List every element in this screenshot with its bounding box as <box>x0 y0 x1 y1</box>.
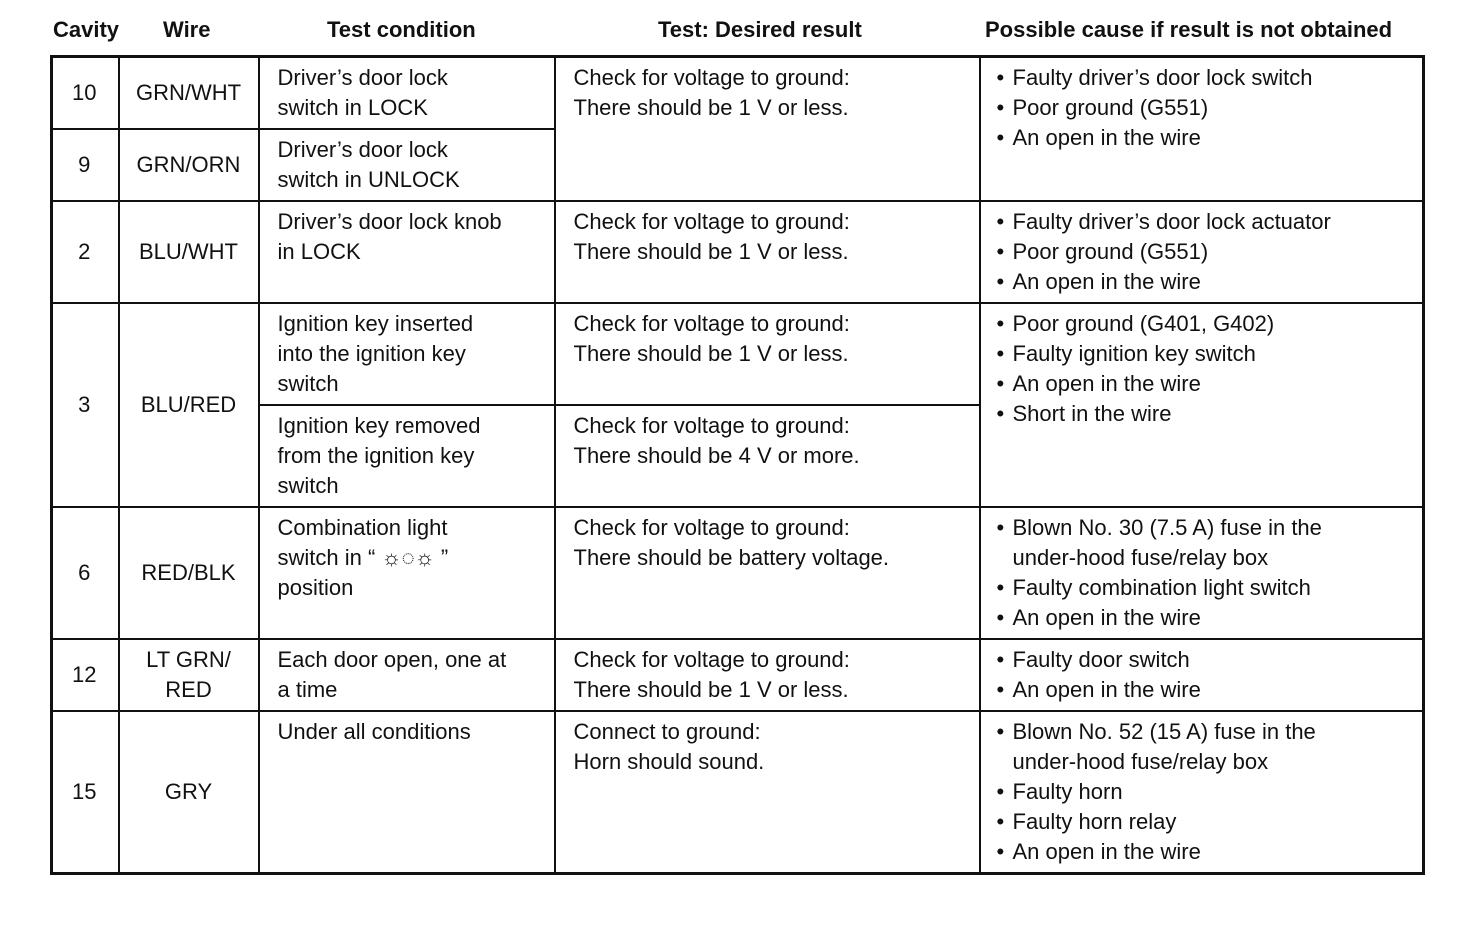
cause-item: • Faulty horn relay <box>997 807 1415 837</box>
desired-result-cell: Check for voltage to ground: There should be battery voltage. <box>555 507 980 639</box>
table-row <box>52 201 1424 303</box>
cause-item: • An open in the wire <box>997 603 1415 633</box>
cause-item: • Faulty combination light switch <box>997 573 1415 603</box>
possible-cause-cell <box>980 507 1424 639</box>
wire-cell: GRN/WHT <box>119 57 259 130</box>
wire-cell: GRN/ORN <box>119 129 259 201</box>
cavity-cell: 12 <box>52 639 119 711</box>
cause-item: • An open in the wire <box>997 837 1415 867</box>
test-condition-cell: Driver’s door lock knob in LOCK <box>259 201 555 303</box>
desired-result-cell: Connect to ground: Horn should sound. <box>555 711 980 874</box>
cavity-cell: 3 <box>52 303 119 507</box>
cause-list <box>997 309 1415 429</box>
cavity-cell: 9 <box>52 129 119 201</box>
table-row <box>52 57 1424 130</box>
possible-cause-cell <box>980 57 1424 202</box>
test-condition-cell: Driver’s door lock switch in LOCK <box>259 57 555 130</box>
cavity-cell: 15 <box>52 711 119 874</box>
cause-item: • Faulty door switch <box>997 645 1415 675</box>
wire-cell: GRY <box>119 711 259 874</box>
test-condition-cell: Each door open, one at a time <box>259 639 555 711</box>
test-condition-cell: Combination light switch in “ ☼◌☼ ” position <box>259 507 555 639</box>
cause-item: • An open in the wire <box>997 675 1415 705</box>
cavity-cell: 10 <box>52 57 119 130</box>
wire-cell: BLU/WHT <box>119 201 259 303</box>
wire-cell: BLU/RED <box>119 303 259 507</box>
cause-item: • Short in the wire <box>997 399 1415 429</box>
cause-list <box>997 717 1415 867</box>
table-row <box>52 507 1424 639</box>
cause-list <box>997 513 1415 633</box>
possible-cause-cell <box>980 711 1424 874</box>
cause-item: • An open in the wire <box>997 267 1415 297</box>
cause-item: • Poor ground (G401, G402) <box>997 309 1415 339</box>
header-cavity: Cavity <box>53 17 120 42</box>
table-row <box>52 639 1424 711</box>
header-wire: Wire <box>163 17 211 42</box>
desired-result-cell: Check for voltage to ground: There should be 1 V or less. <box>555 303 980 405</box>
test-condition-cell: Under all conditions <box>259 711 555 874</box>
table-row <box>52 711 1424 874</box>
desired-result-cell: Check for voltage to ground: There should be 4 V or more. <box>555 405 980 507</box>
cause-item: • An open in the wire <box>997 123 1415 153</box>
cavity-cell: 2 <box>52 201 119 303</box>
cause-item: • Faulty driver’s door lock actuator <box>997 207 1415 237</box>
cause-list <box>997 645 1415 705</box>
desired-result-cell: Check for voltage to ground: There should be 1 V or less. <box>555 57 980 202</box>
cause-item: • Faulty driver’s door lock switch <box>997 63 1415 93</box>
desired-result-cell: Check for voltage to ground: There should be 1 V or less. <box>555 639 980 711</box>
header-test-condition: Test condition <box>327 17 476 42</box>
connector-test-table <box>50 55 1425 875</box>
possible-cause-cell <box>980 201 1424 303</box>
header-desired-result: Test: Desired result <box>658 17 862 42</box>
table-header <box>50 14 1422 52</box>
cause-item: • Poor ground (G551) <box>997 237 1415 267</box>
cavity-cell: 6 <box>52 507 119 639</box>
possible-cause-cell <box>980 639 1424 711</box>
wire-cell: LT GRN/ RED <box>119 639 259 711</box>
possible-cause-cell <box>980 303 1424 507</box>
test-condition-cell: Ignition key inserted into the ignition key switch <box>259 303 555 405</box>
cause-item: • Blown No. 30 (7.5 A) fuse in the under-hood fuse/relay box <box>997 513 1415 573</box>
desired-result-cell: Check for voltage to ground: There should be 1 V or less. <box>555 201 980 303</box>
cause-item: • Faulty ignition key switch <box>997 339 1415 369</box>
cause-item: • Poor ground (G551) <box>997 93 1415 123</box>
cause-list <box>997 207 1415 297</box>
cause-item: • An open in the wire <box>997 369 1415 399</box>
cause-item: • Blown No. 52 (15 A) fuse in the under-hood fuse/relay box <box>997 717 1415 777</box>
table-row <box>52 303 1424 405</box>
test-condition-cell: Driver’s door lock switch in UNLOCK <box>259 129 555 201</box>
cause-list <box>997 63 1415 153</box>
wire-cell: RED/BLK <box>119 507 259 639</box>
header-possible-cause: Possible cause if result is not obtained <box>985 17 1393 42</box>
test-condition-cell: Ignition key removed from the ignition key switch <box>259 405 555 507</box>
cause-item: • Faulty horn <box>997 777 1415 807</box>
